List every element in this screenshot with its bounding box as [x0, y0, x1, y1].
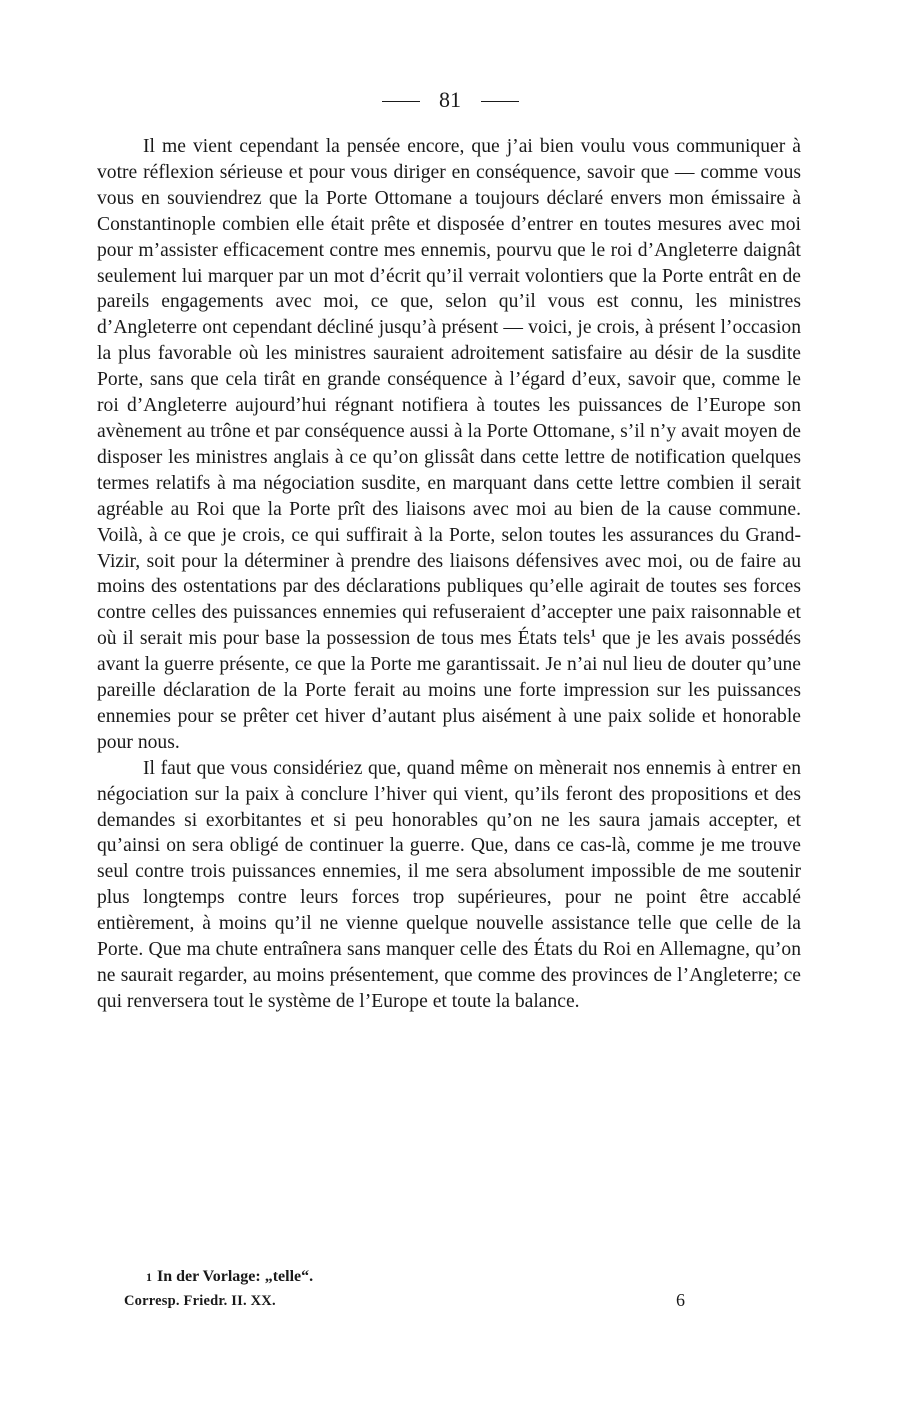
- page-number: 81: [439, 87, 461, 112]
- paragraph-1-part-b: que je les avais possédés avant la guerre présente, ce que la Porte me garantissait. Je n’ai nul lieu de douter qu’une pareille déclaration de la Porte ferait au moins une forte impression sur les puissances ennemies pour se prêter cet hiver d’autant plus aisément à une paix solide et honorable pour nous.: [97, 628, 802, 753]
- sheet-number: 6: [676, 1290, 685, 1310]
- paragraph-1: [97, 134, 801, 756]
- page-header: [0, 86, 900, 114]
- footnote-text: In der Vorlage: „telle“.: [157, 1268, 314, 1285]
- bibliographic-signature: Corresp. Friedr. II. XX.: [124, 1293, 276, 1309]
- main-text: [97, 134, 801, 1015]
- footnote: [146, 1267, 313, 1287]
- paragraph-2: Il faut que vous considériez que, quand même on mènerait nos ennemis à entrer en négociation sur la paix à conclure l’hiver qui vient, qu’ils feront des propositions et des demandes si exorbitantes et si peu honorables qu’on ne les saura jamais accepter, et qu’ainsi on sera obligé de continuer la guerre. Que, dans ce cas-là, comme je me trouve seul contre trois puissances ennemies, il me sera absolument impossible de me soutenir plus longtemps contre leurs forces trop supérieures, pour ne point être accablé entièrement, à moins qu’il ne vienne quelque nouvelle assistance telle que celle de la Porte. Que ma chute entraînera sans manquer celle des États du Roi en Allemagne, qu’on ne saurait regarder, au moins présentement, que comme des provinces de l’Angleterre; ce qui renversera tout le système de l’Europe et toute la balance.: [97, 757, 801, 1012]
- footnote-reference: 1: [590, 627, 596, 640]
- header-dash-left: [382, 101, 420, 102]
- header-dash-right: [481, 101, 519, 102]
- paragraph-1-part-a: Il me vient cependant la pensée encore, que j’ai bien voulu vous communiquer à votre réflexion sérieuse et pour vous diriger en conséquence, savoir que — comme vous vous en souviendrez que la Porte Ottomane a toujours déclaré envers mon émissaire à Constantinople combien elle était prête et disposée d’entrer en toutes mesures avec moi pour m’assister efficacement contre mes ennemis, pourvu que le roi d’Angleterre daignât seulement lui marquer par un mot d’écrit qu’il verrait volontiers que la Porte entrât en de pareils engagements avec moi, ce que, selon qu’il vous est connu, les ministres d’Angleterre ont cependant décliné jusqu’à présent — voici, je crois, à présent l’occasion la plus favorable où les ministres sauraient adroitement satisfaire au désir de la susdite Porte, sans que cela tirât en grande conséquence à l’égard d’eux, savoir que, comme le roi d’Angleterre aujourd’hui régnant notifiera à toutes les puissances de l’Europe son avènement au trône et par conséquence aussi à la Porte Ottomane, s’il n’y avait moyen de disposer les ministres anglais à ce qu’on glissât dans cette lettre de notification quelques termes relatifs à ma négociation susdite, en marquant dans cette lettre combien il serait agréable au Roi que la Porte prît des liaisons avec moi au bien de la cause commune. Voilà, à ce que je crois, ce qui suffirait à la Porte, selon toutes les assurances du Grand-Vizir, soit pour la déterminer à prendre des liaisons défensives avec moi, ou de faire au moins des ostentations par des déclarations publiques qu’elle agirait de toutes ses forces contre celles des puissances ennemies qui refuseraient d’accepter une paix raisonnable et où il serait mis pour base la possession de tous mes États tels: [97, 136, 801, 650]
- footnote-number: 1: [146, 1270, 152, 1284]
